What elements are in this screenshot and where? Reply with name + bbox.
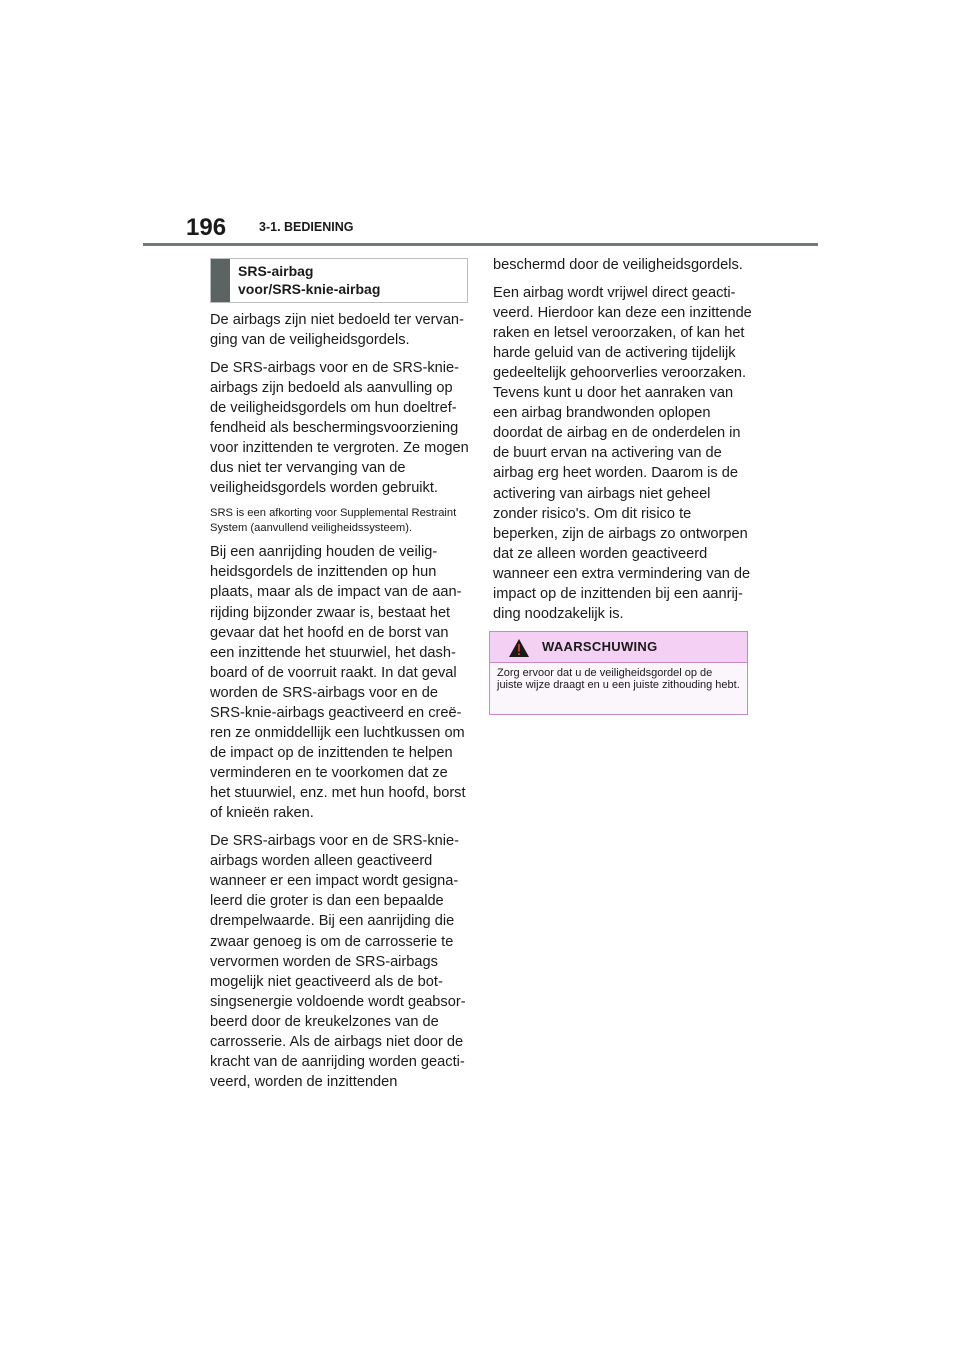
section-title: 3-1. BEDIENING bbox=[259, 220, 354, 234]
warning-triangle-icon bbox=[508, 638, 530, 658]
paragraph: De SRS-airbags voor en de SRS-knieairbags worden alleen geactiveerd wanneer er een impact wordt gesignaleerd die groter is dan een bepaalde drempelwaarde. Bij een aanrijding die zwaar genoeg is om de carrosserie te vervormen worden de SRS-airbags mogelijk niet geactiveerd als de botsingsenergie voldoende wordt geabsorbeerd door de kreukelzones van de carrosserie. Als de airbags niet door de kracht van de aanrijding worden geactiveerd, worden de inzittenden bbox=[210, 833, 466, 1091]
paragraph: beschermd door de veiligheidsgordels. bbox=[493, 257, 743, 273]
footnote-paragraph: SRS is een afkorting voor Supplemental Restraint System (aanvullend veiligheidssysteem). bbox=[210, 506, 457, 535]
paragraph: Een airbag wordt vrijwel direct geactiveerd. Hierdoor kan deze een inzittende raken en letsel veroorzaken, of kan het harde geluid van de activering tijdelijk gedeeltelijk gehoorverlies veroorzaken. Tevens kunt u door het aanraken van een airbag brandwonden oplopen doordat de airbag en de onderdelen in de buurt ervan na activering van de airbag erg heet worden. Daarom is de activering van airbags niet geheel zonder risico's. Om dit risico te beperken, zijn de airbags zo ontworpen dat ze alleen worden geactiveerd wanneer een extra vermindering van de impact op de inzittenden bij een aanrijding noodzakelijk is. bbox=[493, 284, 752, 623]
paragraph: De airbags zijn niet bedoeld ter vervanging van de veiligheidsgordels. bbox=[210, 312, 464, 349]
header-divider bbox=[143, 243, 818, 246]
warning-box bbox=[489, 631, 748, 715]
right-column bbox=[493, 255, 753, 632]
subheading-box bbox=[210, 258, 468, 303]
paragraph: De SRS-airbags voor en de SRS-knieairbags zijn bedoeld als aanvulling op de veiligheidsgordels om hun doeltreffendheid als beschermingsvoorziening voor inzittenden te vergroten. Ze mogen dus niet ter vervanging van de veiligheidsgordels worden gebruikt. bbox=[210, 359, 469, 497]
subheading-bar bbox=[211, 259, 230, 302]
paragraph: Bij een aanrijding houden de veiligheidsgordels de inzittenden op hun plaats, maar als de impact van de aanrijding bijzonder zwaar is, bestaat het gevaar dat het hoofd en de borst van een inzittende het stuurwiel, het dashboard of de voorruit raakt. In dat geval worden de SRS-airbags voor en de SRS-knie-airbags geactiveerd en creëren ze onmiddellijk een luchtkussen om de impact op de inzittenden te helpen verminderen en te voorkomen dat ze het stuurwiel, enz. met hun hoofd, borst of knieën raken. bbox=[210, 544, 466, 822]
page-number: 196 bbox=[186, 214, 227, 241]
warning-body: Zorg ervoor dat u de veiligheidsgordel op de juiste wijze draagt en u een juiste zithouding hebt. bbox=[497, 667, 740, 692]
subheading-line-1: SRS-airbag bbox=[238, 263, 314, 279]
subheading-text bbox=[238, 262, 463, 298]
warning-header bbox=[490, 632, 747, 663]
warning-title: WAARSCHUWING bbox=[542, 639, 658, 654]
subheading-line-2: voor/SRS-knie-airbag bbox=[238, 281, 381, 297]
left-column bbox=[210, 310, 470, 1100]
